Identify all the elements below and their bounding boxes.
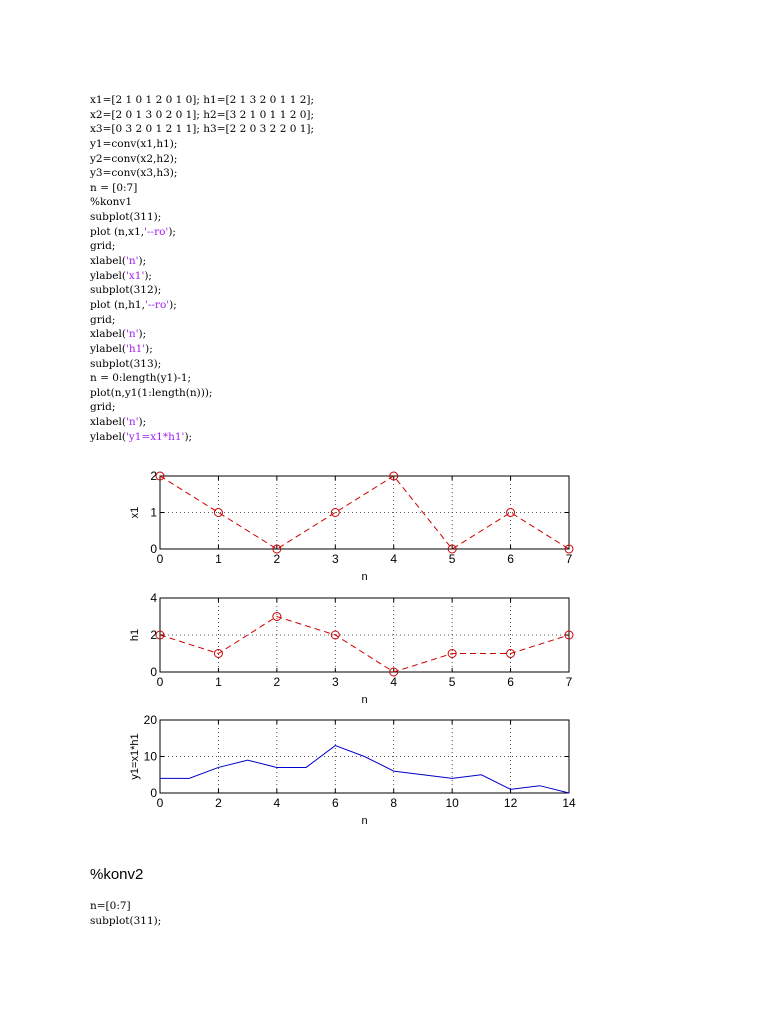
subplot-h1 — [129, 591, 573, 706]
y-tick-label: 0 — [150, 542, 157, 556]
code-text: ); — [138, 255, 147, 268]
code-text: ); — [184, 430, 193, 443]
code-text: y3=conv(x3,h3); — [90, 167, 178, 180]
x-tick-label: 0 — [156, 675, 164, 689]
code-text: x1=[2 1 0 1 2 0 1 0]; h1=[2 1 3 2 0 1 1 2]; — [90, 94, 315, 106]
code-line — [90, 914, 161, 929]
code-text: ); — [168, 225, 176, 238]
code-text: ylabel( — [90, 342, 126, 355]
x-tick-label: 12 — [503, 796, 518, 810]
y-tick-label: 2 — [150, 628, 157, 642]
x-tick-label: 5 — [448, 675, 456, 689]
y-tick-label: 1 — [150, 505, 157, 520]
code-text: y1=conv(x1,h1); — [90, 137, 178, 150]
code-string: 'y1=x1*h1' — [125, 430, 185, 443]
section-heading: %konv2 — [90, 866, 144, 883]
x-axis-label: n — [361, 694, 368, 706]
code-text: subplot(312); — [90, 284, 162, 297]
x-tick-label: 6 — [331, 796, 339, 810]
code-text: xlabel( — [90, 328, 126, 341]
x-tick-label: 4 — [390, 675, 398, 689]
x-tick-label: 2 — [273, 552, 281, 566]
code-string: 'h1' — [125, 342, 146, 355]
code-string: 'n' — [125, 328, 139, 341]
y-axis-label: y1=x1*h1 — [129, 733, 141, 780]
y-tick-label: 10 — [143, 749, 157, 764]
code-text: grid; — [90, 401, 116, 414]
x-tick-label: 3 — [331, 552, 339, 566]
x-tick-label: 6 — [507, 552, 514, 566]
code-text: n = [0:7] — [90, 181, 138, 194]
x-tick-label: 2 — [215, 796, 222, 810]
code-text: ); — [169, 298, 177, 311]
x-tick-label: 3 — [331, 675, 339, 689]
subplot-y1 — [129, 713, 576, 827]
y-tick-label: 20 — [143, 713, 157, 727]
code-text: grid; — [90, 313, 116, 326]
code-block-2 — [90, 899, 161, 928]
x-tick-label: 6 — [507, 675, 514, 689]
code-text: subplot(311); — [90, 914, 162, 927]
x-tick-label: 0 — [156, 796, 164, 810]
code-text: xlabel( — [90, 416, 126, 429]
y-tick-label: 0 — [150, 786, 157, 800]
code-string: '--ro' — [144, 225, 169, 238]
x-tick-label: 1 — [215, 552, 222, 566]
code-text: ); — [138, 416, 147, 429]
x-tick-label: 7 — [565, 552, 573, 566]
code-text: x2=[2 0 1 3 0 2 0 1]; h2=[3 2 1 0 1 1 2 0]; — [90, 108, 315, 121]
x-axis-label: n — [361, 815, 368, 827]
code-text: grid; — [90, 240, 116, 253]
x-tick-label: 8 — [390, 796, 398, 810]
x-tick-label: 10 — [445, 796, 459, 810]
code-string: '--ro' — [144, 298, 170, 311]
x-tick-label: 14 — [562, 796, 576, 810]
code-string: 'n' — [125, 255, 139, 268]
code-text: x3=[0 3 2 0 1 2 1 1]; h3=[2 2 0 3 2 2 0 1]; — [90, 123, 315, 136]
code-text: xlabel( — [90, 255, 126, 268]
code-text: n=[0:7] — [90, 900, 131, 912]
x-tick-label: 2 — [273, 675, 281, 689]
code-string: 'x1' — [125, 269, 145, 282]
code-text: n = 0:length(y1)-1; — [90, 372, 192, 385]
code-text: plot (n,x1, — [90, 225, 145, 238]
code-text: ); — [138, 328, 147, 341]
y-tick-label: 2 — [150, 469, 157, 483]
code-text: ylabel( — [90, 430, 126, 443]
y-axis-label: h1 — [129, 628, 141, 642]
y-tick-label: 0 — [150, 665, 157, 679]
code-text: ); — [145, 342, 153, 355]
x-tick-label: 4 — [273, 796, 281, 810]
x-tick-label: 1 — [215, 675, 222, 689]
y-tick-label: 4 — [150, 591, 157, 605]
x-tick-label: 5 — [448, 552, 456, 566]
y-axis-label: x1 — [129, 506, 141, 519]
code-text: ); — [144, 269, 152, 282]
x-tick-label: 7 — [565, 675, 573, 689]
code-text: plot(n,y1(1:length(n))); — [90, 386, 213, 399]
code-line — [90, 899, 161, 914]
code-text: subplot(313); — [90, 357, 162, 370]
code-text: %konv1 — [90, 196, 133, 209]
code-string: 'n' — [125, 416, 139, 429]
subplot-x1 — [129, 469, 573, 583]
x-tick-label: 0 — [156, 552, 164, 566]
code-text: subplot(311); — [90, 211, 162, 224]
code-text: plot (n,h1, — [90, 298, 145, 311]
x-tick-label: 4 — [390, 552, 398, 566]
code-text: y2=conv(x2,h2); — [90, 152, 178, 165]
code-text: ylabel( — [90, 269, 126, 282]
x-axis-label: n — [361, 571, 368, 583]
